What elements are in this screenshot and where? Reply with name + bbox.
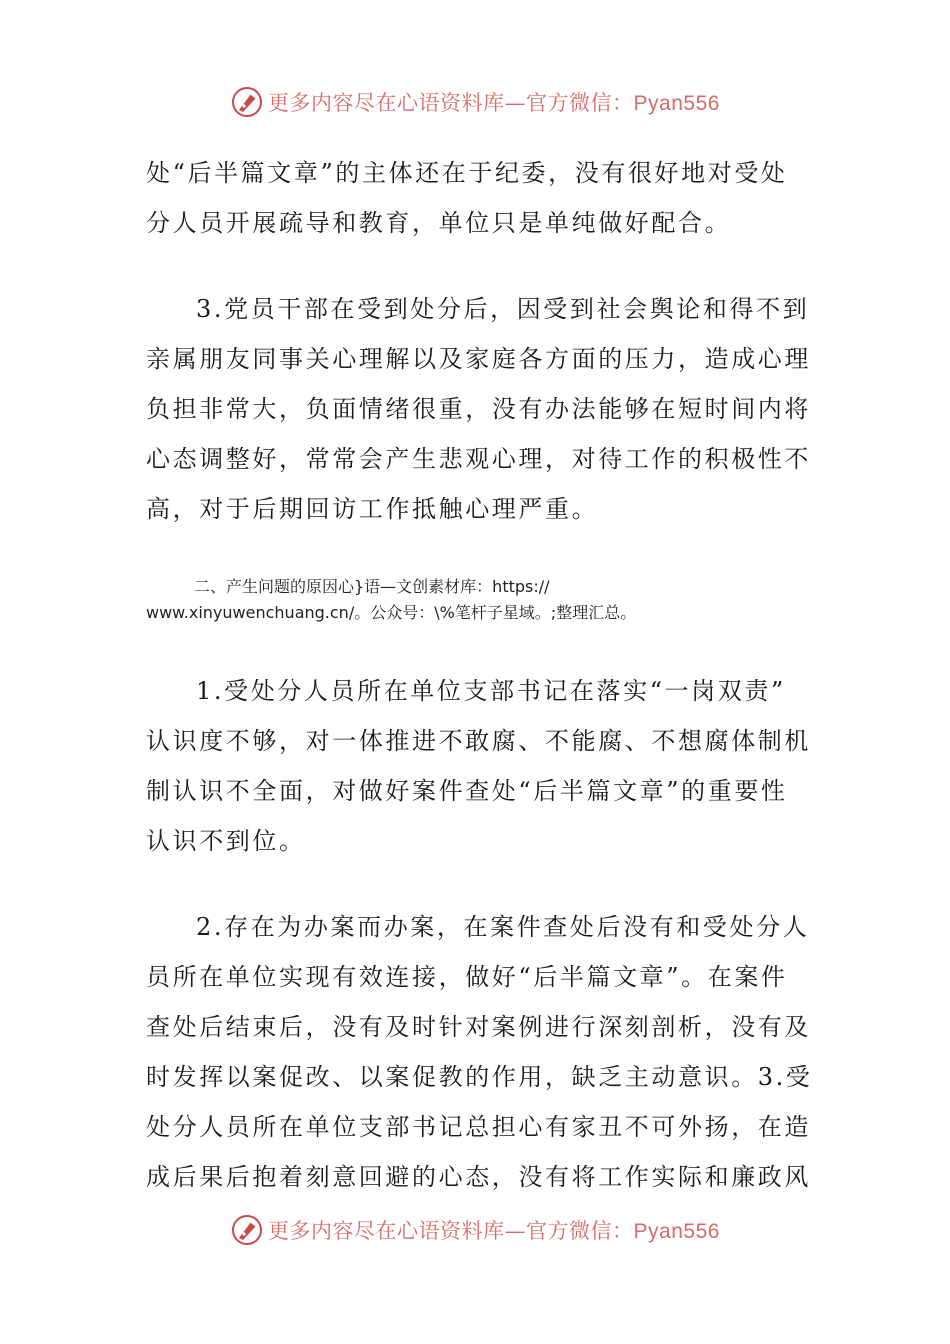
header-banner [0, 82, 950, 122]
header-banner-text: 更多内容尽在心语资料库—官方微信：Pyan556 [268, 91, 720, 115]
text-line: 制认识不全面，对做好案件查处“后半篇文章”的重要性 [146, 777, 788, 805]
pen-nib-logo-icon [230, 85, 264, 119]
footer-banner [0, 1210, 950, 1250]
text-line: 认识不到位。 [146, 827, 306, 855]
note-line: www.xinyuwenchuang.cn/。公众号：\%笔杆子星域。;整理汇总。 [146, 603, 637, 622]
footer-banner-text: 更多内容尽在心语资料库—官方微信：Pyan556 [268, 1219, 720, 1243]
text-line: 2.存在为办案而办案，在案件查处后没有和受处分人 [196, 913, 810, 941]
text-line: 分人员开展疏导和教育，单位只是单纯做好配合。 [146, 209, 732, 237]
text-line: 高，对于后期回访工作抵触心理严重。 [146, 495, 599, 523]
wechat-id: Pyan556 [633, 1220, 720, 1243]
text-line: 认识度不够，对一体推进不敢腐、不能腐、不想腐体制机 [146, 727, 811, 755]
text-line: 心态调整好，常常会产生悲观心理，对待工作的积极性不 [146, 445, 811, 473]
document-body [146, 148, 813, 1202]
text-line: 员所在单位实现有效连接，做好“后半篇文章”。在案件 [146, 963, 788, 991]
wechat-id: Pyan556 [633, 92, 720, 115]
text-line: 1.受处分人员所在单位支部书记在落实“一岗双责” [196, 677, 786, 705]
text-line: 处分人员所在单位支部书记总担心有家丑不可外扬，在造 [146, 1113, 811, 1141]
paragraph-3 [146, 666, 811, 866]
text-line: 成后果后抱着刻意回避的心态，没有将工作实际和廉政风 [146, 1163, 811, 1191]
text-line: 3.党员干部在受到处分后，因受到社会舆论和得不到 [196, 295, 810, 323]
paragraph-1 [146, 148, 786, 248]
text-line: 负担非常大，负面情绪很重，没有办法能够在短时间内将 [146, 395, 811, 423]
text-line: 处“后半篇文章”的主体还在于纪委，没有很好地对受处 [146, 159, 788, 187]
paragraph-2 [146, 284, 811, 534]
section-note [146, 574, 786, 626]
text-line: 时发挥以案促改、以案促教的作用，缺乏主动意识。3.受 [146, 1063, 813, 1091]
paragraph-4 [146, 902, 813, 1202]
text-line: 查处后结束后，没有及时针对案例进行深刻剖析，没有及 [146, 1013, 811, 1041]
note-line: 二、产生问题的原因心}语—文创素材库：https:// [194, 577, 550, 596]
text-line: 亲属朋友同事关心理解以及家庭各方面的压力，造成心理 [146, 345, 811, 373]
pen-nib-logo-icon [230, 1213, 264, 1247]
